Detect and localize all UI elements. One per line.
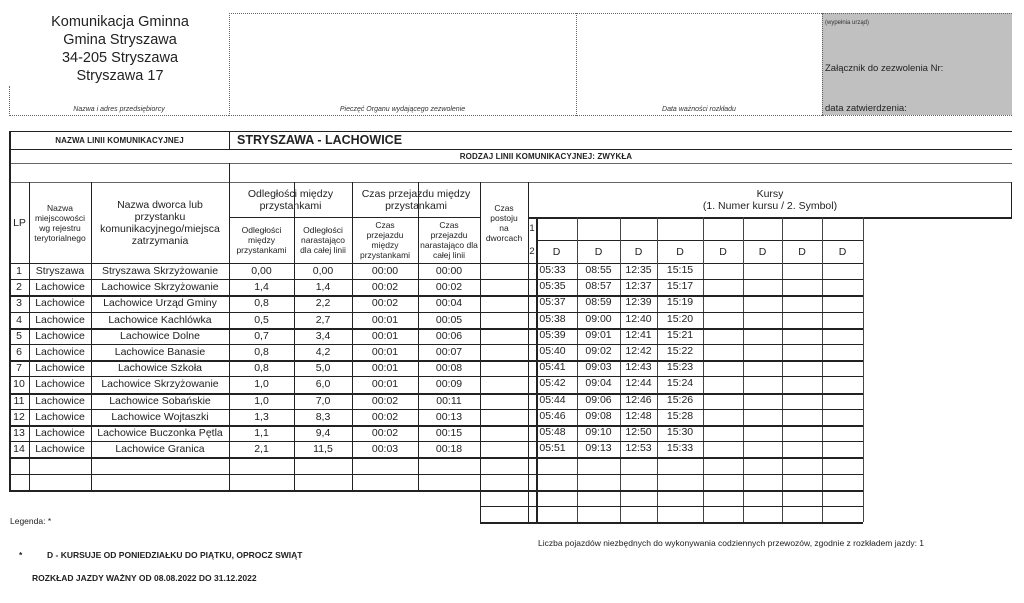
cell-time: 00:02 (371, 297, 399, 310)
cell-stop: Stryszawa Skrzyżowanie (101, 265, 219, 278)
cell-lp: 10 (13, 378, 25, 391)
cell-lp: 12 (13, 410, 25, 423)
departure-time: 15:28 (666, 409, 694, 422)
cell-time: 00:02 (371, 281, 399, 294)
departure-time: 15:17 (666, 280, 694, 293)
departure-time: 09:02 (585, 345, 612, 358)
cell-time-cum: 00:18 (435, 443, 463, 456)
col-locality: Nazwa miejscowości wg rejestru terytorialnego (34, 203, 86, 243)
cell-dist: 1,0 (254, 378, 269, 391)
cell-dist-cum: 2,2 (315, 297, 331, 310)
cell-time-cum: 00:02 (435, 281, 463, 294)
departure-time: 09:01 (585, 328, 612, 341)
cell-locality: Lachowice (35, 362, 85, 375)
departure-time: 05:37 (539, 296, 566, 309)
departure-time: 15:24 (666, 377, 694, 390)
departure-time: 15:26 (666, 393, 694, 406)
grid-line (480, 506, 863, 507)
grid-line (229, 131, 230, 149)
departure-time: 05:51 (539, 442, 566, 455)
cell-time-cum: 00:11 (436, 394, 462, 407)
departure-time: 15:23 (666, 361, 694, 374)
departure-time: 09:03 (585, 361, 612, 374)
cell-time-cum: 00:00 (435, 265, 463, 278)
departure-time: 12:41 (625, 328, 652, 341)
cell-dist: 2,1 (254, 443, 269, 456)
legend-label: Legenda: * (10, 516, 52, 526)
cell-dist-cum: 7,0 (315, 394, 331, 407)
departure-time: 05:35 (539, 280, 566, 293)
cell-locality: Lachowice (35, 297, 85, 310)
departure-time: 15:21 (666, 328, 694, 341)
departure-time: 09:00 (585, 312, 612, 325)
departure-time: 12:48 (625, 409, 652, 422)
course-symbol-cell: D (552, 245, 561, 258)
col-lp: LP (13, 217, 26, 229)
departure-time: 09:10 (585, 426, 612, 439)
cell-lp: 4 (16, 313, 22, 326)
cell-locality: Lachowice (35, 443, 85, 456)
cell-lp: 11 (13, 394, 25, 407)
cell-dist-cum: 11,5 (313, 443, 333, 456)
grid-line (9, 163, 1012, 164)
departure-time: 05:40 (539, 345, 566, 358)
grid-line (480, 522, 863, 524)
course-number-cell (743, 217, 782, 240)
courses-subtitle: (1. Numer kursu / 2. Symbol) (702, 200, 838, 212)
cell-locality: Lachowice (35, 313, 85, 326)
col-distance-between: Odległości między przystankami (236, 225, 287, 255)
departure-time: 08:57 (585, 280, 612, 293)
cell-time: 00:01 (371, 378, 399, 391)
cell-dist-cum: 2,7 (315, 313, 331, 326)
departure-time: 12:43 (625, 361, 652, 374)
office-fill-note: (wypełnia urząd) (825, 20, 870, 26)
cell-time: 00:01 (371, 362, 399, 375)
cell-lp: 7 (16, 362, 22, 375)
course-number-cell (536, 217, 577, 240)
vehicles-note: Liczba pojazdów niezbędnych do wykonywania codziennych przewozów, zgodnie z rozkładem jazdy: 1 (538, 538, 925, 548)
attachment-label: Załącznik do zezwolenia Nr: (825, 63, 944, 74)
cell-dist-cum: 4,2 (315, 346, 331, 359)
cell-stop: Lachowice Wojtaszki (111, 410, 209, 423)
cell-dist: 0,8 (254, 362, 269, 375)
cell-stop: Lachowice Banasie (114, 346, 206, 359)
cell-dist-cum: 9,4 (315, 427, 331, 440)
cell-stop: Lachowice Urząd Gminy (103, 297, 217, 310)
departure-time: 05:38 (539, 312, 566, 325)
course-number-cell (620, 217, 657, 240)
departure-time: 05:42 (539, 377, 566, 390)
departure-time: 15:15 (666, 264, 694, 277)
cell-time: 00:01 (371, 313, 399, 326)
cell-time: 00:01 (371, 329, 399, 342)
departure-time: 05:48 (539, 426, 566, 439)
cell-stop: Lachowice Kachlówka (108, 313, 212, 326)
company-line: Stryszawa 17 (76, 68, 164, 84)
cell-time: 00:01 (371, 346, 399, 359)
col-stop: Nazwa dworca lub przystanku komunikacyjnego/miejsca zatrzymania (100, 199, 220, 247)
cell-time: 00:00 (371, 265, 399, 278)
cell-dist: 1,4 (254, 281, 269, 294)
validity-caption: Data ważności rozkładu (662, 106, 736, 113)
cell-locality: Lachowice (35, 281, 85, 294)
cell-lp: 3 (16, 297, 22, 310)
departure-time: 09:08 (585, 409, 612, 422)
departure-time: 12:50 (625, 426, 652, 439)
legend-bullet: * (19, 550, 23, 560)
cell-locality: Lachowice (35, 329, 85, 342)
departure-time: 05:33 (539, 264, 566, 277)
cell-lp: 5 (16, 329, 22, 342)
departure-time: 15:19 (666, 296, 694, 309)
grid-line (9, 490, 863, 492)
departure-time: 12:40 (625, 312, 652, 325)
cell-time: 00:02 (371, 410, 399, 423)
cell-dist-cum: 5,0 (315, 362, 331, 375)
departure-time: 15:30 (666, 426, 694, 439)
cell-dist-cum: 6,0 (315, 378, 331, 391)
cell-dist-cum: 0,00 (312, 265, 334, 278)
cell-dist-cum: 3,4 (315, 329, 331, 342)
stamp-caption: Pieczęć Organu wydającego zezwolenie (339, 106, 466, 113)
cell-time: 00:02 (371, 427, 399, 440)
departure-time: 09:04 (585, 377, 612, 390)
cell-locality: Lachowice (35, 410, 85, 423)
cell-stop: Lachowice Granica (115, 443, 205, 456)
course-symbol-cell: D (758, 245, 767, 258)
company-line: Gmina Stryszawa (63, 32, 177, 48)
course-symbol-cell: D (594, 245, 603, 258)
cell-lp: 13 (13, 427, 25, 440)
line-name-value: STRYSZAWA - LACHOWICE (237, 133, 403, 147)
cell-dist: 1,3 (254, 410, 269, 423)
col-time-cumulative: Czas przejazdu narastająco dla całej linii (420, 220, 478, 260)
departure-time: 12:42 (625, 345, 652, 358)
col-time-between: Czas przejazdu między przystankami (359, 220, 411, 260)
cell-stop: Lachowice Dolne (120, 329, 200, 342)
cell-time: 00:02 (371, 394, 399, 407)
course-number-cell (822, 217, 863, 240)
departure-time: 09:06 (585, 393, 612, 406)
departure-time: 05:39 (539, 328, 566, 341)
grid-line (863, 217, 864, 522)
cell-time-cum: 00:05 (435, 313, 463, 326)
course-symbol-cell: D (676, 245, 684, 258)
course-number-cell (782, 217, 822, 240)
cell-dist: 1,1 (254, 427, 269, 440)
company-caption: Nazwa i adres przedsiębiorcy (73, 106, 165, 113)
course-symbol-cell: D (838, 245, 847, 258)
grid-line (9, 474, 863, 475)
col-distance-cumulative: Odległości narastająco dla całej linii (300, 225, 346, 255)
cell-lp: 2 (16, 281, 22, 294)
departure-time: 05:41 (539, 361, 566, 374)
cell-time-cum: 00:06 (435, 329, 463, 342)
company-line: Komunikacja Gminna (51, 14, 189, 30)
cell-time-cum: 00:13 (435, 410, 463, 423)
cell-dist-cum: 1,4 (315, 281, 331, 294)
legend-d: D - KURSUJE OD PONIEDZIAŁKU DO PIĄTKU, OPROCZ SWIĄT (47, 550, 303, 560)
cell-time-cum: 00:07 (435, 346, 463, 359)
cell-time-cum: 00:04 (435, 297, 463, 310)
cell-dist: 1,0 (254, 394, 269, 407)
cell-dist: 0,5 (254, 313, 269, 326)
course-symbol-cell: D (634, 245, 643, 258)
approval-date-label: data zatwierdzenia: (825, 103, 907, 114)
cell-locality: Lachowice (35, 427, 85, 440)
line-name-label: NAZWA LINII KOMUNIKACYJNEJ (55, 135, 184, 145)
course-symbol-cell: D (719, 245, 727, 258)
grid-line (9, 457, 863, 459)
departure-time: 12:37 (625, 280, 652, 293)
cell-dist: 0,8 (254, 297, 269, 310)
cell-lp: 1 (16, 265, 22, 278)
cell-stop: Lachowice Skrzyżowanie (101, 281, 219, 294)
departure-time: 08:59 (585, 296, 612, 309)
course-row-1-label: 1 (529, 223, 535, 234)
courses-title-text: Kursy (756, 188, 784, 200)
departure-time: 12:44 (625, 377, 652, 390)
cell-locality: Lachowice (35, 378, 85, 391)
course-number-cell (657, 217, 703, 240)
cell-locality: Lachowice (35, 346, 85, 359)
line-type: RODZAJ LINII KOMUNIKACYJNEJ: ZWYKŁA (459, 151, 633, 161)
cell-stop: Lachowice Skrzyżowanie (101, 378, 219, 391)
departure-time: 08:55 (585, 264, 612, 277)
col-stop-time: Czas postoju na dworcach (485, 203, 523, 243)
course-number-cell (577, 217, 620, 240)
course-symbol-cell: D (798, 245, 806, 258)
cell-stop: Lachowice Buczonka Pętla (97, 427, 223, 440)
departure-time: 15:33 (666, 442, 694, 455)
departure-time: 05:46 (539, 409, 566, 422)
departure-time: 15:22 (666, 345, 694, 358)
col-time-group: Czas przejazdu między przystankami (361, 188, 471, 212)
cell-stop: Lachowice Sobańskie (109, 394, 211, 407)
course-row-2-label: 2 (529, 246, 535, 257)
cell-time: 00:03 (371, 443, 399, 456)
cell-dist-cum: 8,3 (315, 410, 331, 423)
cell-time-cum: 00:08 (435, 362, 463, 375)
cell-lp: 6 (16, 346, 22, 359)
grid-line (229, 163, 230, 183)
cell-dist: 0,8 (254, 346, 269, 359)
cell-time-cum: 00:09 (435, 378, 463, 391)
departure-time: 12:39 (625, 296, 652, 309)
cell-locality: Stryszawa (35, 265, 85, 278)
departure-time: 09:13 (585, 442, 612, 455)
departure-time: 15:20 (666, 312, 694, 325)
validity-period: ROZKŁAD JAZDY WAŻNY OD 08.08.2022 DO 31.12.2022 (32, 573, 257, 583)
courses-title (528, 183, 1012, 217)
cell-locality: Lachowice (35, 394, 85, 407)
departure-time: 12:46 (625, 393, 652, 406)
course-number-cell (703, 217, 743, 240)
departure-time: 05:44 (539, 393, 566, 406)
cell-lp: 14 (13, 443, 25, 456)
cell-dist: 0,7 (254, 329, 269, 342)
departure-time: 12:35 (625, 264, 652, 277)
cell-stop: Lachowice Szkoła (117, 362, 203, 375)
departure-time: 12:53 (625, 442, 652, 455)
col-distance-group: Odległości między przystankami (247, 188, 334, 212)
company-line: 34-205 Stryszawa (61, 50, 179, 66)
cell-dist: 0,00 (251, 265, 272, 278)
cell-time-cum: 00:15 (435, 427, 463, 440)
